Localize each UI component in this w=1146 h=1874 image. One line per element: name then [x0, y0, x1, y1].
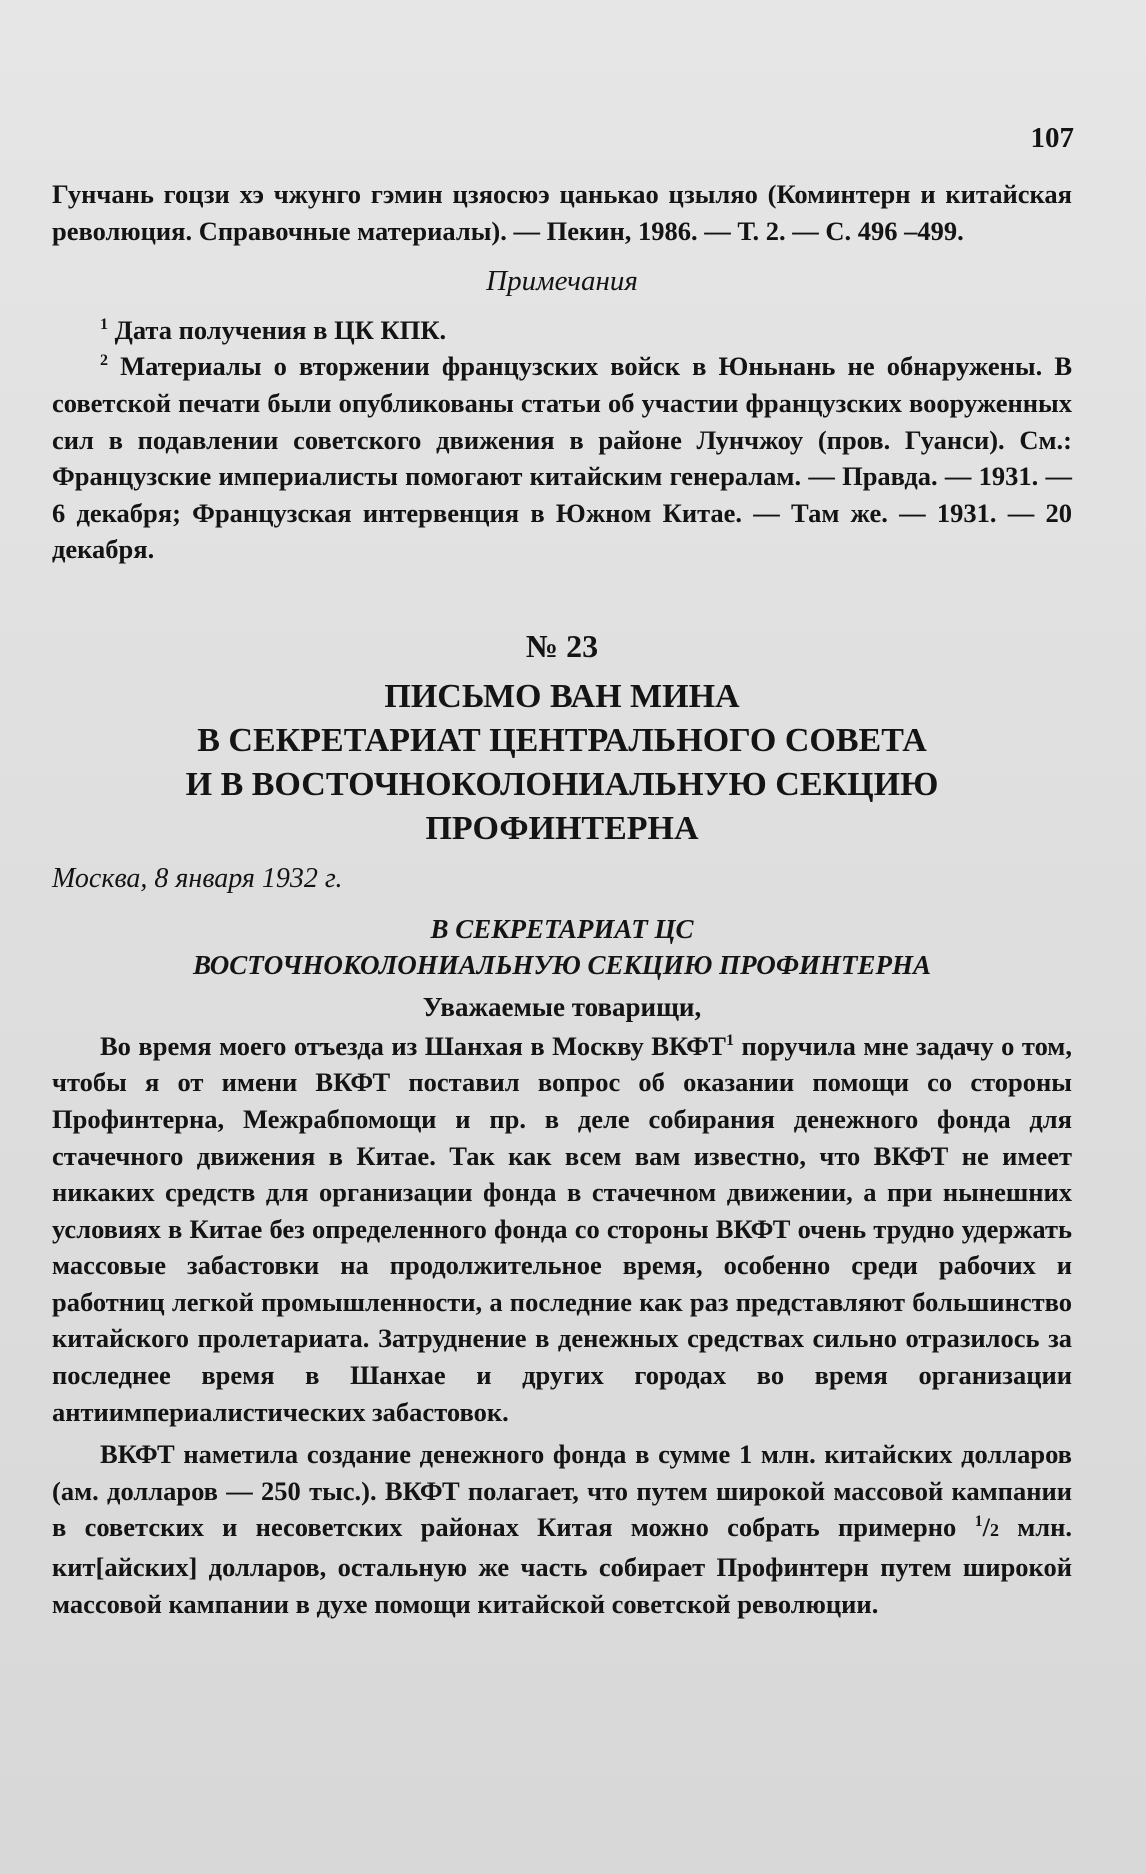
salutation: Уважаемые товарищи,	[422, 992, 702, 1023]
reference-text: Гунчань гоцзи хэ чжунго гэмин цзяосюэ цанькао цзыляо (Коминтерн и китайская революция. Справочные материалы). — Пекин, 1986. — Т. 2. — С. 496 –499.	[52, 179, 1072, 246]
document-number: № 23	[525, 627, 599, 664]
page-content	[52, 176, 1072, 1622]
title-line-1: ПИСЬМО ВАН МИНА	[384, 677, 740, 715]
fraction-numerator: 1	[974, 1513, 983, 1531]
paragraph-1-start: Во время моего отъезда из Шанхая в Москву ВКФТ	[100, 1030, 726, 1061]
paragraph-2-rest: млн. кит[айских] долларов, остальную же часть собирает Профинтерн путем широкой массовой кампании в духе помощи китайской советской революции.	[52, 1512, 1073, 1619]
paragraph-1-rest: поручила мне задачу о том, чтобы я от имени ВКФТ поставил вопрос об оказании помощи со стороны Профинтерна, Межрабпомощи и пр. в деле собирания денежного фонда для стачечного движения в Китае. Так как всем вам известно, что ВКФТ не имеет никаких средств для организации фонда в стачечном движении, а при нынешних условиях в Китае без определенного фонда со стороны ВКФТ очень трудно удержать массовые забастовки на продолжительное время, особенно среди рабочих и работниц легкой промышленности, а последние как раз представляют большинство китайского пролетариата. Затруднение в денежных средствах сильно отразилось за последнее время в Шанхае и других городах во время организации антиимпериалистических забастовок.	[52, 1030, 1072, 1427]
note-1	[52, 312, 1072, 349]
note-2-text: Материалы о вторжении французских войск в Юньнань не обнаружены. В советской печати были опубликованы статьи об участии французских вооруженных сил в подавлении советского движения в районе Лунчжоу (пров. Гуанси). См.: Французские империалисты помогают китайским генералам. — Правда. — 1931. — 6 декабря; Французская интервенция в Южном Китае. — Там же. — 1931. — 20 декабря.	[52, 351, 1073, 565]
fraction-denominator: 2	[989, 1520, 999, 1541]
document-title	[52, 675, 1072, 851]
addressee	[52, 911, 1072, 983]
addressee-line-1: В СЕКРЕТАРИАТ ЦС	[430, 914, 694, 945]
addressee-line-2: ВОСТОЧНОКОЛОНИАЛЬНУЮ СЕКЦИЮ ПРОФИНТЕРНА	[192, 950, 932, 981]
footnote-ref-1: 1	[725, 1031, 734, 1049]
dateline: Москва, 8 января 1932 г.	[52, 862, 343, 894]
paragraph-2-start: ВКФТ наметила создание денежного фонда в сумме 1 млн. китайских долларов (ам. долларов — 250 тыс.). ВКФТ полагает, что путем широкой массовой кампании в советских и несоветских районах Китая можно собрать примерно	[52, 1439, 1072, 1543]
title-line-2: В СЕКРЕТАРИАТ ЦЕНТРАЛЬНОГО СОВЕТА	[197, 721, 927, 759]
notes-heading: Примечания	[486, 265, 638, 298]
note-2	[52, 348, 1072, 568]
note-2-number: 2	[100, 352, 108, 370]
title-line-3: И В ВОСТОЧНОКОЛОНИАЛЬНУЮ СЕКЦИЮ	[185, 765, 939, 803]
note-1-text: Дата получения в ЦК КПК.	[114, 314, 447, 345]
body-paragraph-2: ВКФТ наметила создание денежного фонда в сумме 1 млн. китайских долларов (ам. долларов — 250 тыс.). ВКФТ полагает, что путем широкой массовой кампании в советских и несоветских районах Китая можно собрать примерно $^1$/2 млн. кит[айских] долларов, остальную же часть собирает Профинтерн путем широкой массовой кампании в духе помощи китайской советской революции.	[52, 1439, 1073, 1619]
body-paragraph-1	[52, 1028, 1072, 1431]
source-reference	[52, 176, 1072, 249]
page-number: 107	[1030, 122, 1074, 154]
title-line-4: ПРОФИНТЕРНА	[425, 809, 699, 847]
note-1-number: 1	[100, 315, 108, 333]
